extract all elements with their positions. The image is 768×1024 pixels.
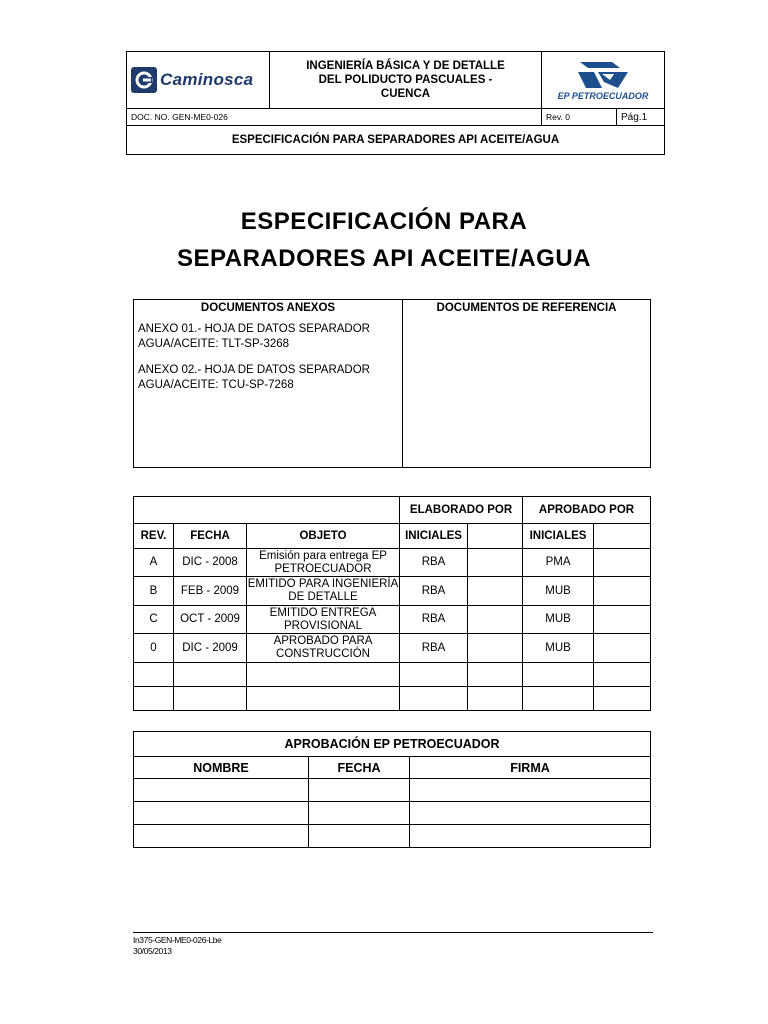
blank-cell — [594, 524, 651, 549]
elab-initials-cell: RBA — [400, 634, 468, 663]
document-title — [0, 203, 768, 277]
project-title: INGENIERÍA BÁSICA Y DE DETALLE DEL POLIDUCTO PASCUALES - CUENCA — [270, 52, 542, 109]
appr-initials-cell: MUB — [523, 606, 594, 634]
column-header-initials-appr: INICIALES — [523, 524, 594, 549]
appr-initials-cell: MUB — [523, 577, 594, 606]
column-header-initials-elab: INICIALES — [400, 524, 468, 549]
appr-initials-cell: MUB — [523, 634, 594, 663]
rev-cell: B — [134, 577, 174, 606]
date-cell: DIC - 2008 — [174, 549, 247, 577]
approval-row-empty — [134, 802, 651, 825]
revision-table — [133, 496, 651, 711]
blank-cell — [468, 606, 523, 634]
document-title-line-1: ESPECIFICACIÓN PARA — [240, 208, 528, 235]
approval-row-empty — [134, 779, 651, 802]
blank-cell — [468, 524, 523, 549]
object-cell: EMITIDO ENTREGA PROVISIONAL — [247, 606, 400, 634]
elab-initials-cell: RBA — [400, 549, 468, 577]
column-header-date: FECHA — [174, 524, 247, 549]
page-number: Pág.1 — [617, 109, 665, 126]
footer — [133, 935, 221, 957]
column-header-date: FECHA — [309, 757, 410, 779]
documents-table — [133, 299, 651, 468]
references-header: DOCUMENTOS DE REFERENCIA — [436, 302, 617, 314]
date-cell: DIC - 2009 — [174, 634, 247, 663]
annex-item: ANEXO 02.- HOJA DE DATOS SEPARADOR AGUA/ACEITE: TCU-SP-7268 — [138, 364, 370, 391]
elab-initials-cell: RBA — [400, 606, 468, 634]
revision-row — [134, 634, 651, 663]
blank-cell — [594, 634, 651, 663]
blank-cell — [594, 606, 651, 634]
footer-date: 30/05/2013 — [133, 946, 172, 956]
object-cell: Emisión para entrega EP PETROECUADOR — [247, 549, 400, 577]
blank-cell — [468, 634, 523, 663]
elaborated-by-header: ELABORADO POR — [400, 497, 523, 524]
blank-cell — [594, 549, 651, 577]
approval-title: APROBACIÓN EP PETROECUADOR — [134, 732, 651, 757]
blank-cell — [468, 549, 523, 577]
object-cell: APROBADO PARA CONSTRUCCIÓN — [247, 634, 400, 663]
petroecuador-logo — [542, 52, 665, 109]
spec-title-line: ESPECIFICACIÓN PARA SEPARADORES API ACEITE/AGUA — [127, 126, 665, 155]
column-header-name: NOMBRE — [134, 757, 309, 779]
approval-table — [133, 731, 651, 848]
caminosca-logo-text: Caminosca — [160, 70, 254, 89]
revision-blank-header — [134, 497, 400, 524]
appr-initials-cell: PMA — [523, 549, 594, 577]
doc-number: DOC. NO. GEN-ME0-026 — [127, 109, 542, 126]
revision-row — [134, 606, 651, 634]
references-cell — [403, 300, 651, 468]
blank-cell — [594, 577, 651, 606]
petroecuador-logo-text: EP PETROECUADOR — [557, 90, 649, 101]
revision-row-empty — [134, 687, 651, 711]
footer-code: In375-GEN-ME0-026-Lbe — [133, 935, 222, 945]
date-cell: FEB - 2009 — [174, 577, 247, 606]
document-header — [126, 51, 664, 155]
revision-row — [134, 549, 651, 577]
column-header-rev: REV. — [134, 524, 174, 549]
column-header-signature: FIRMA — [410, 757, 651, 779]
rev-cell: C — [134, 606, 174, 634]
revision-row-empty — [134, 663, 651, 687]
object-cell: EMITIDO PARA INGENIERÍA DE DETALLE — [247, 577, 400, 606]
footer-rule — [133, 932, 653, 933]
blank-cell — [468, 577, 523, 606]
approved-by-header: APROBADO POR — [523, 497, 651, 524]
revision-row — [134, 577, 651, 606]
rev-cell: 0 — [134, 634, 174, 663]
caminosca-emblem-icon — [131, 67, 157, 93]
date-cell: OCT - 2009 — [174, 606, 247, 634]
annexes-header: DOCUMENTOS ANEXOS — [200, 302, 336, 314]
annexes-cell — [134, 300, 403, 468]
column-header-object: OBJETO — [247, 524, 400, 549]
approval-row-empty — [134, 825, 651, 848]
caminosca-logo — [127, 52, 270, 109]
petroecuador-emblem-icon — [574, 60, 632, 90]
annex-item: ANEXO 01.- HOJA DE DATOS SEPARADOR AGUA/ACEITE: TLT-SP-3268 — [138, 323, 370, 350]
document-title-line-2: SEPARADORES API ACEITE/AGUA — [177, 245, 591, 272]
revision-number: Rev. 0 — [542, 109, 617, 126]
elab-initials-cell: RBA — [400, 577, 468, 606]
rev-cell: A — [134, 549, 174, 577]
